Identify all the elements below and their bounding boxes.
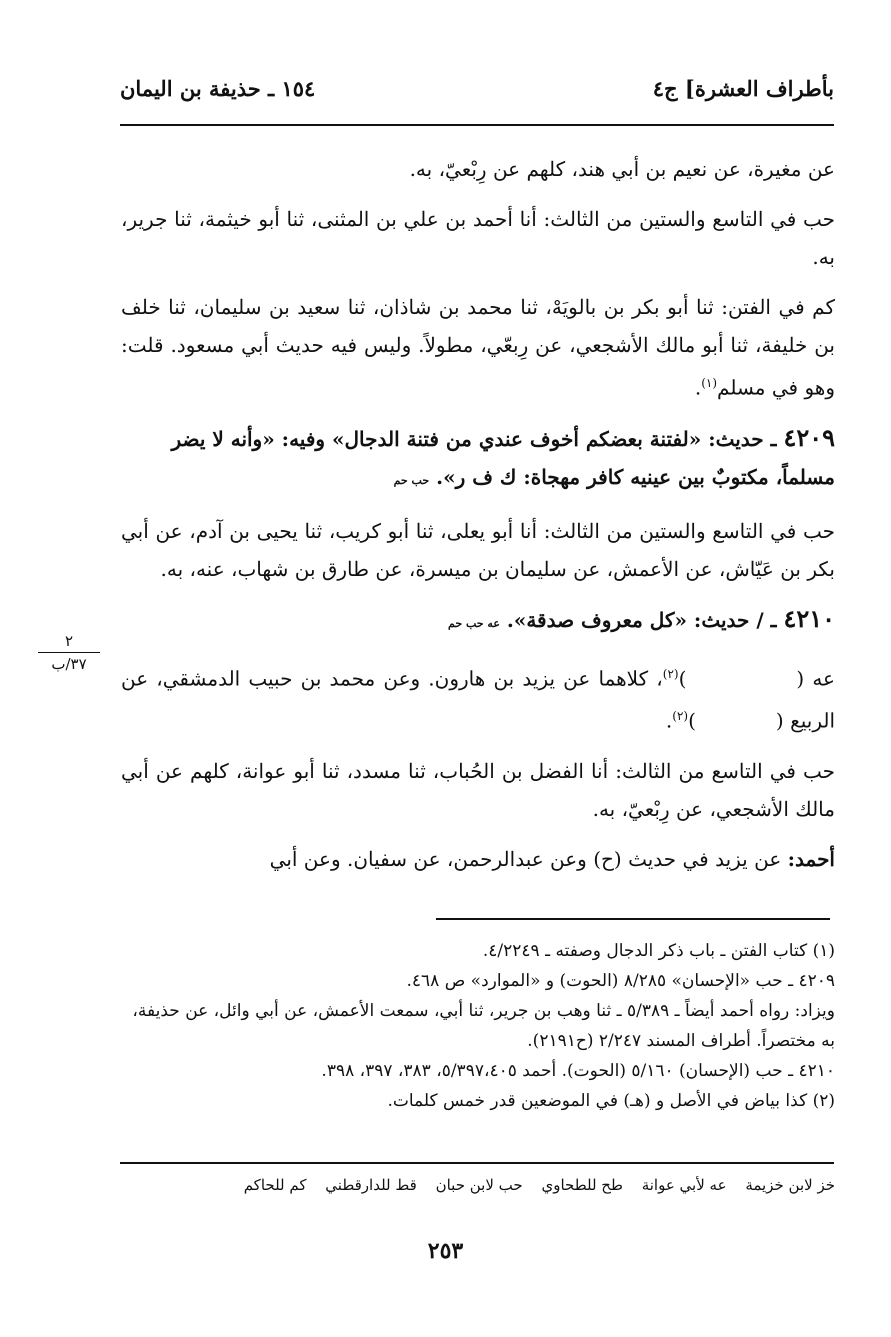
paragraph-text: عن يزيد في حديث (ح) وعن عبدالرحمن، عن سفيان. وعن أبي: [269, 846, 782, 871]
hadith-number: ٤٢٠٩: [783, 422, 835, 452]
header-section-title: ١٥٤ ـ حذيفة بن اليمان: [120, 76, 316, 101]
paragraph-text: ، كلاهما عن يزيد بن هارون. وعن محمد بن حبيب الدمشقي، عن الربيع (: [121, 666, 835, 733]
footnote: (٢) كذا بياض في الأصل و (هـ) في الموضعين قدر خمس كلمات.: [387, 1091, 835, 1111]
abbreviation: عه لأبي عوانة: [641, 1176, 727, 1194]
paragraph-text: عه (: [796, 666, 835, 691]
abbreviation: حب لابن حبان: [435, 1176, 523, 1194]
abbreviations-rule: [120, 1162, 834, 1164]
margin-folio-note: [38, 632, 100, 673]
hadith-4209: [121, 419, 835, 500]
footnote: ٤٢٠٩ ـ حب «الإحسان» ٨/٢٨٥ (الحوت) و «الموارد» ص ٤٦٨.: [406, 971, 835, 991]
hadith-text: ـ حديث: «لفتنة بعضكم أخوف عندي من فتنة الدجال» وفيه: «وأنه لا يضر مسلماً، مكتوبٌ بين عينيه كافر مهجاة: ك ف ر».: [171, 426, 835, 489]
header-book-title: بأطراف العشرة] ج٤: [652, 76, 834, 101]
hadith-4210: [121, 600, 835, 643]
header-rule: [120, 124, 834, 126]
paragraph: [121, 288, 835, 407]
punctuation: .: [694, 375, 702, 400]
margin-note-bottom: ٣٧/ب: [51, 655, 87, 673]
hadith-source-gloss: عه حب حم: [448, 616, 500, 630]
footnote-ref: (١): [701, 376, 718, 390]
footnote: (١) كتاب الفتن ـ باب ذكر الدجال وصفته ـ ٤/٢٢٤٩.: [482, 941, 835, 961]
abbreviation: قط للدارقطني: [325, 1176, 417, 1194]
hadith-text: ـ / حديث: «كل معروف صدقة».: [506, 607, 777, 632]
abbreviation: طح للطحاوي: [541, 1176, 623, 1194]
abbreviation: خز لابن خزيمة: [745, 1176, 835, 1194]
page-number: ٢٥٣: [427, 1238, 464, 1264]
paragraph: حب في التاسع والستين من الثالث: أنا أبو يعلى، ثنا أبو كريب، ثنا يحيى بن آدم، عن أبي بكر بن عَيّاش، عن الأعمش، عن سليمان بن ميسرة، عن طارق بن شهاب، عنه، به.: [121, 518, 835, 581]
running-header: [120, 76, 834, 116]
footnote: ويزاد: رواه أحمد أيضاً ـ ٥/٣٨٩ ـ ثنا وهب بن جرير، ثنا أبي، سمعت الأعمش، عن أبي وائل، عن حذيفة، به مختصراً. أطراف المسند ٢/٢٤٧ (ح٢١٩١).: [132, 1001, 835, 1051]
paragraph: [121, 840, 835, 878]
footnote-rule: [436, 918, 830, 920]
margin-note-divider: [38, 652, 100, 653]
hadith-source-gloss: حب حم: [393, 473, 430, 487]
footnote-ref: (٢): [672, 709, 689, 724]
abbreviation: كم للحاكم: [243, 1176, 307, 1194]
paragraph: عه ()$^{(٢)}$، كلاهما عن يزيد بن هارون. وعن محمد بن حبيب الدمشقي، عن الربيع ()$^{(٢)}$.: [121, 666, 835, 733]
abbreviations-key: [121, 1176, 835, 1194]
paragraph: حب في التاسع والستين من الثالث: أنا أحمد بن علي بن المثنى، ثنا أبو خيثمة، ثنا جرير، به.: [121, 207, 835, 269]
footnote-ref: (٢): [662, 666, 679, 681]
footnote: ٤٢١٠ ـ حب (الإحسان) ٥/١٦٠ (الحوت). أحمد ٥/٣٩٧،٤٠٥، ٣٨٣، ٣٩٧، ٣٩٨.: [321, 1061, 835, 1081]
margin-note-top: ٢: [64, 632, 74, 650]
paragraph-text: كم في الفتن: ثنا أبو بكر بن بالويَهْ، ثنا محمد بن شاذان، ثنا سعيد بن سليمان، ثنا خلف بن خليفة، ثنا أبو مالك الأشجعي، عن رِبعّي، مطولاً. وليس فيه حديث أبي مسعود. قلت: وهو في مسلم: [121, 295, 835, 400]
paragraph: عن مغيرة، عن نعيم بن أبي هند، كلهم عن رِبْعيّ، به.: [409, 157, 835, 181]
paragraph-label: أحمد:: [787, 846, 835, 871]
footnotes: [121, 936, 835, 1116]
hadith-number: ٤٢١٠: [783, 603, 835, 633]
main-text: [121, 150, 835, 890]
paragraph: حب في التاسع من الثالث: أنا الفضل بن الحُباب، ثنا مسدد، ثنا أبو عوانة، كلهم عن أبي مالك الأشجعي، عن رِبْعيّ، به.: [121, 758, 835, 821]
